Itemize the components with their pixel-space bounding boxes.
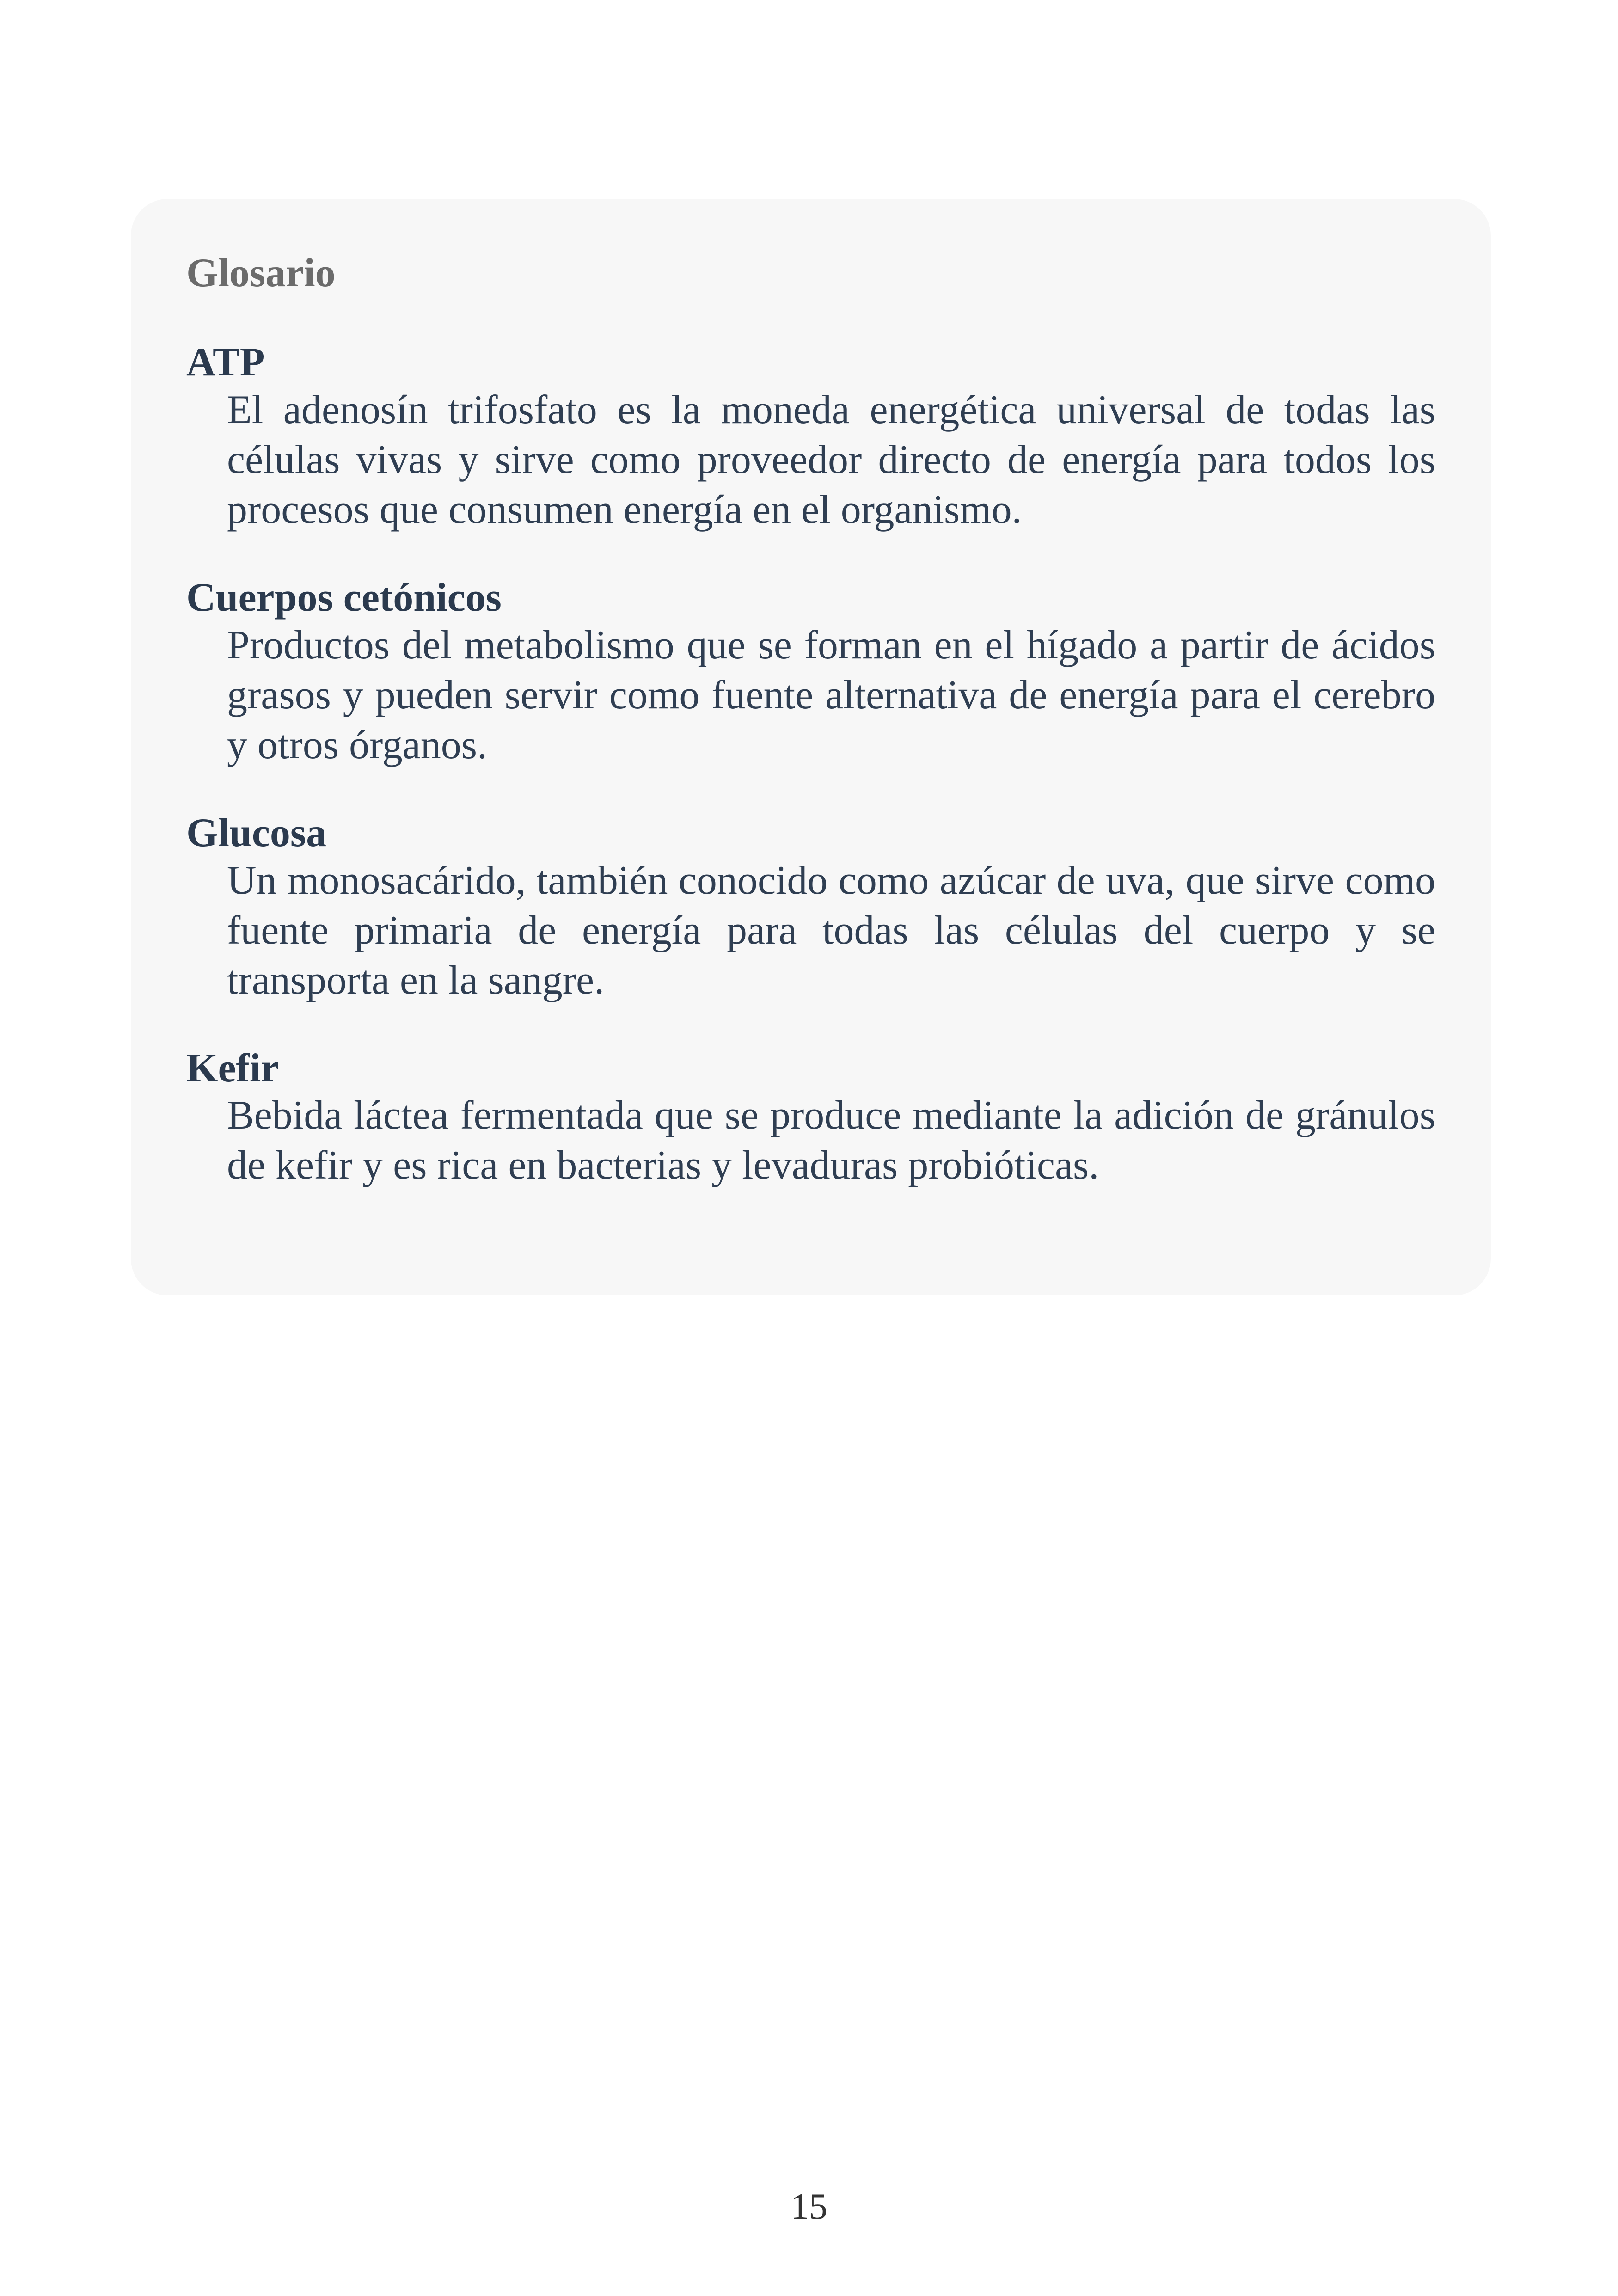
- glossary-heading: Glosario: [186, 251, 336, 295]
- glossary-box: [131, 199, 1491, 1295]
- glossary-entry-kefir: [186, 1046, 1435, 1191]
- glossary-definition: Productos del metabolismo que se forman en el hígado a partir de ácidos grasos y pueden servir como fuente alternativa de energía para el cerebro y otros órganos.: [227, 622, 1435, 767]
- glossary-entry-cuerpos-cetonicos: [186, 576, 1435, 770]
- glossary-definition: El adenosín trifosfato es la moneda energética universal de todas las células vivas y sirve como proveedor directo de energía para todos los procesos que consumen energía en el organismo.: [227, 387, 1435, 532]
- page-number: 15: [791, 2186, 827, 2227]
- glossary-term: ATP: [186, 340, 265, 385]
- glossary-term: Glucosa: [186, 810, 327, 855]
- glossary-entry-atp: [186, 340, 1435, 535]
- glossary-definition: Un monosacárido, también conocido como azúcar de uva, que sirve como fuente primaria de energía para todas las células del cuerpo y se transporta en la sangre.: [227, 858, 1435, 1003]
- glossary-term: Kefir: [186, 1045, 279, 1091]
- glossary-entry-glucosa: [186, 811, 1435, 1006]
- glossary-term: Cuerpos cetónicos: [186, 575, 502, 620]
- glossary-definition: Bebida láctea fermentada que se produce mediante la adición de gránulos de kefir y es rica en bacterias y levaduras probióticas.: [227, 1093, 1435, 1188]
